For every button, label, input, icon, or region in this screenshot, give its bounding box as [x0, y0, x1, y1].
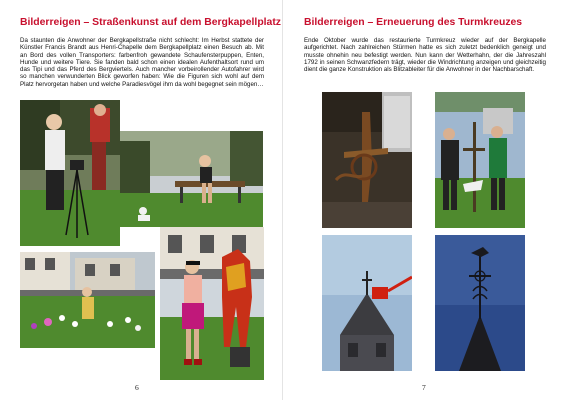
photo-tower-crane	[322, 235, 412, 371]
right-page	[283, 0, 566, 400]
photo-animals-figures	[20, 252, 155, 348]
left-page-title: Bilderreigen – Straßenkunst auf dem Bergkapellplatz	[20, 17, 281, 28]
photo-men-with-cross	[435, 92, 525, 228]
photo-bench-mannequin	[120, 131, 263, 227]
page-number-left: 6	[135, 383, 139, 392]
page-number-right: 7	[422, 383, 426, 392]
right-page-title: Bilderreigen – Erneuerung des Turmkreuzes	[304, 17, 523, 28]
right-page-body: Ende Oktober wurde das restaurierte Turmkreuz wieder auf der Bergkapelle aufgerichtet. Nach zahlreichen Stürmen hatte es sich zuletzt bedenklich geneigt und musste ohnehin neu befestigt werden. Nun kann der Wetterhahn, der die Jahreszahl 1792 in seinen Schwanzfedern trägt, wieder die Windrichtung anzeigen und gleichzeitig dient die ganze Konstruktion als Blitzableiter für die Anwohner in der Nachbarschaft.	[304, 37, 546, 74]
photo-old-cross	[322, 92, 412, 228]
photo-horse-mannequin	[160, 227, 264, 380]
left-page-body: Da staunten die Anwohner der Bergkapellstraße nicht schlecht: Im Herbst stattete der Künstler Francis Brandt aus Henri-Chapelle dem Bergkapellplatz einen Besuch ab. Mit an Bord des vollen Transporters: farbenfroh gewandete Schaufensterpuppen, Enten, Hunde und weitere Tiere. Sie fanden bald schon einen idealen Aufenthaltsort rund um das Tipi und das Pferd des Bergviertels. Auch mancher vorbeirollender Autofahrer wird so manchen verwunderten Blick geworfen haben: Wie die Figuren sich wohl auf dem Platz hervorgetan haben und welche Paradiesvögel ihm da wohl begegnet sein mögen…	[20, 37, 264, 88]
photo-cross-weathercock	[435, 235, 525, 371]
photo-mannequins-tripod	[20, 100, 120, 246]
